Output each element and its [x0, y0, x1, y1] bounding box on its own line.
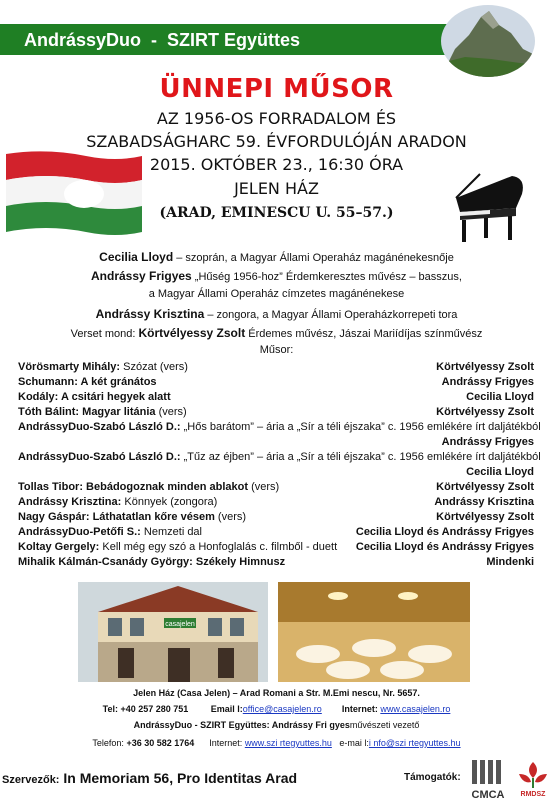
organizers: Szervezők: In Memoriam 56, Pro Identitas Arad	[2, 770, 298, 786]
event-address: (ARAD, EMINESCU U. 55–57.)	[159, 205, 394, 221]
svg-text:CMCA: CMCA	[471, 789, 505, 800]
sponsors-label: Támogatók:	[404, 772, 461, 783]
program-item: Koltay Gergely: Kell még egy szó a Honfoglalás c. filmből - duett	[18, 541, 338, 553]
performer-line-2b: a Magyar Állami Operaház címzetes magánénekese	[148, 288, 405, 300]
organizer-website-link[interactable]: www.szi rtegyuttes.hu	[244, 738, 332, 748]
program-performer: Andrássy Frigyes	[441, 436, 534, 448]
organizer-line: AndrássyDuo - SZIRT Együttes: Andrássy Fri gyesművészeti vezető	[133, 720, 420, 730]
program-performer: Mindenki	[486, 556, 534, 568]
program-item: Tóth Bálint: Magyar litánia (vers)	[18, 406, 187, 418]
svg-text:casajelen: casajelen	[165, 621, 195, 628]
program-performer: Cecilia Lloyd és Andrássy Frigyes	[355, 526, 534, 538]
cmca-logo	[470, 760, 510, 800]
program-performer: Andrássy Krisztina	[434, 496, 534, 508]
venue-interior-photo	[278, 582, 470, 682]
venue-website-link[interactable]: www.casajelen.ro	[380, 704, 451, 714]
program-item: Nagy Gáspár: Láthatatlan kőre vésem (vers)	[18, 511, 247, 523]
organizer-email-link[interactable]: i nfo@szi rtegyuttes.hu	[368, 738, 461, 748]
mountain-image	[441, 5, 535, 77]
verse-line: Verset mond: Körtvélyessy Zsolt Érdemes művész, Jászai Mariídíjas színművész	[70, 326, 483, 340]
headline-line-1: AZ 1956-OS FORRADALOM ÉS	[156, 109, 397, 128]
headline-line-4: JELEN HÁZ	[234, 179, 319, 198]
program-performer: Andrássy Frigyes	[441, 376, 534, 388]
grand-piano-image	[450, 168, 528, 244]
venue-contact: Tel: +40 257 280 751 Email l:office@casajelen.ro Internet: www.casajelen.ro	[102, 704, 451, 714]
performer-line-1: Cecilia Lloyd – szoprán, a Magyar Állami Operaház magánénekesnője	[99, 250, 454, 264]
program-item: Kodály: A csitári hegyek alatt	[18, 391, 171, 403]
program-performer: Körtvélyessy Zsolt	[436, 406, 534, 418]
banner-title: AndrássyDuo - SZIRT Együttes	[24, 30, 301, 50]
hungarian-flag-image	[6, 150, 142, 238]
program-performer: Cecilia Lloyd	[466, 466, 534, 478]
program-item: Tollas Tibor: Bebádogoznak minden ablakot (vers)	[18, 481, 280, 493]
venue-email-link[interactable]: office@casajelen.ro	[242, 704, 322, 714]
headline-line-3: 2015. OKTÓBER 23., 16:30 ÓRA	[149, 155, 404, 174]
organizer-contact: Telefon: +36 30 582 1764 Internet: www.szi rtegyuttes.hu e-mai l:i nfo@szi rtegyuttes.hu	[92, 738, 461, 748]
program-performer: Cecilia Lloyd és Andrássy Frigyes	[355, 541, 534, 553]
headline-line-2: SZABADSÁGHARC 59. ÉVFORDULÓJÁN ARADON	[86, 132, 467, 151]
program-performer: Cecilia Lloyd	[466, 391, 534, 403]
svg-text:RMDSZ: RMDSZ	[520, 791, 546, 798]
program-item: AndrássyDuo-Szabó László D.: „Tűz az éjben” – ária a „Sír a téli éjszaka” c. 1956 emlékére írt daljátékból	[18, 451, 541, 463]
program-performer: Körtvélyessy Zsolt	[436, 481, 534, 493]
page-title: ÜNNEPI MŰSOR	[159, 74, 394, 104]
program-performer: Körtvélyessy Zsolt	[436, 361, 534, 373]
performer-line-3: Andrássy Krisztina – zongora, a Magyar Állami Operaházkorrepeti tora	[95, 307, 458, 321]
program-performer: Körtvélyessy Zsolt	[436, 511, 534, 523]
program-item: Mihalik Kálmán-Csanády György: Székely Himnusz	[18, 556, 286, 568]
program-label: Műsor:	[259, 344, 294, 356]
performer-line-2: Andrássy Frigyes „Hűség 1956-hoz” Érdemkeresztes művész – basszus,	[91, 269, 462, 283]
rmdsz-logo	[513, 760, 553, 800]
venue-address: Jelen Ház (Casa Jelen) – Arad Romani a Str. M.Emi nescu, Nr. 5657.	[133, 688, 420, 698]
program-item: AndrássyDuo-Szabó László D.: „Hős barátom” – ária a „Sír a téli éjszaka” c. 1956 emlékére írt daljátékból	[18, 421, 541, 433]
program-item: Schumann: A két gránátos	[18, 376, 157, 388]
venue-exterior-photo	[78, 582, 268, 682]
program-item: AndrássyDuo-Petőfi S.: Nemzeti dal	[18, 526, 202, 538]
program-item: Vörösmarty Mihály: Szózat (vers)	[18, 361, 188, 373]
program-item: Andrássy Krisztina: Könnyek (zongora)	[18, 496, 218, 508]
